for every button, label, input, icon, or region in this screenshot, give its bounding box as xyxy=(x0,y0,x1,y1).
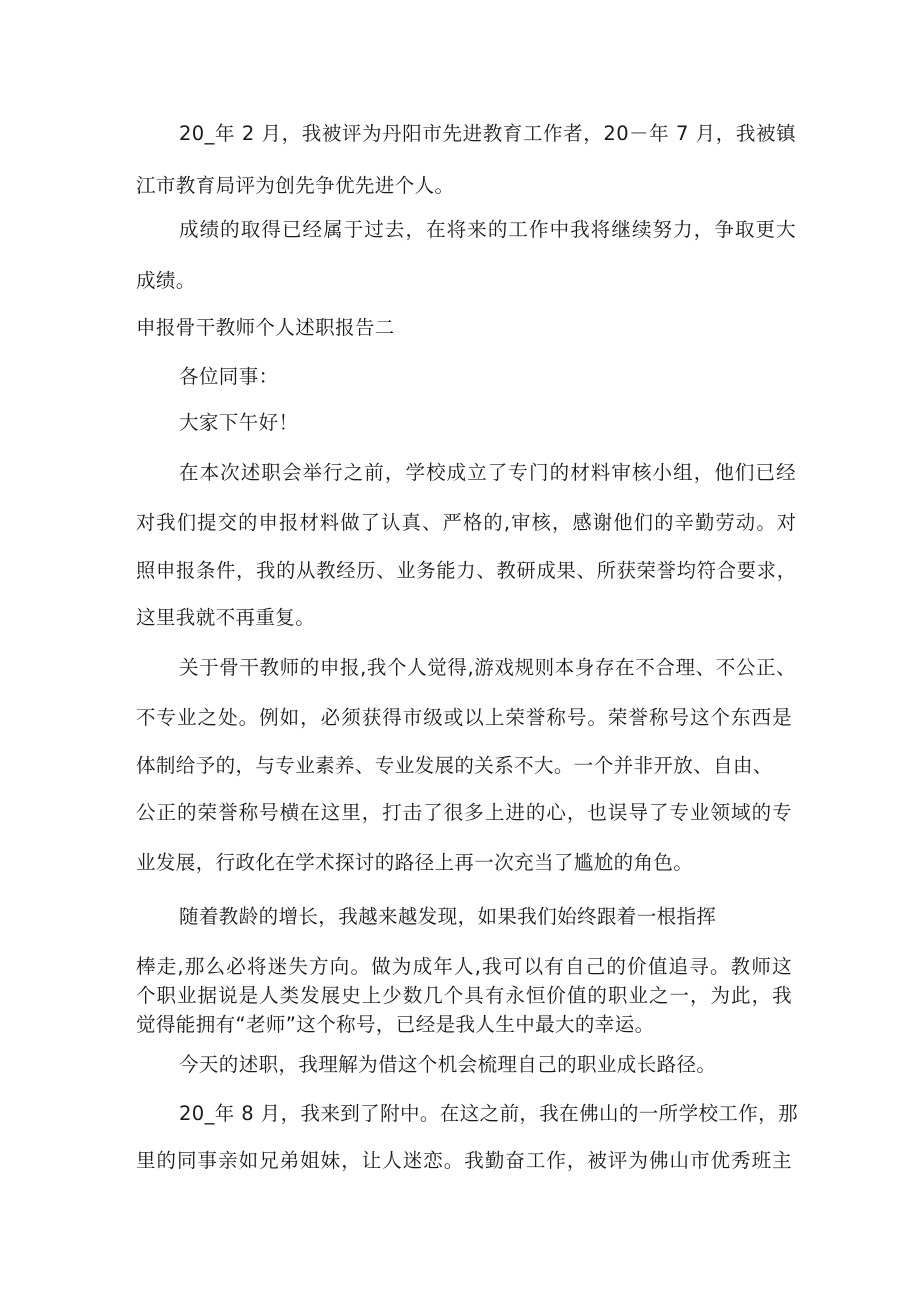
text-line: 关于骨干教师的申报,我个人觉得,游戏规则本身存在不合理、不公正、 xyxy=(179,656,796,679)
text-line: 20_年 2 月，我被评为丹阳市先进教育工作者，20－年 7 月，我被镇 xyxy=(179,122,796,145)
text-line: 体制给予的，与专业素养、专业发展的关系不大。一个并非开放、自由、 xyxy=(136,754,773,777)
text-line: 成绩的取得已经属于过去，在将来的工作中我将继续努力，争取更大 xyxy=(179,218,796,241)
text-line: 20_年 8 月，我来到了附中。在这之前，我在佛山的一所学校工作，那 xyxy=(179,1102,798,1125)
text-line: 棒走,那么必将迷失方向。做为成年人,我可以有自己的价值追寻。教师这 xyxy=(136,955,792,978)
text-line: 成绩。 xyxy=(136,269,196,292)
greeting: 大家下午好！ xyxy=(179,411,299,434)
section-heading: 申报骨干教师个人述职报告二 xyxy=(136,316,395,339)
text-line: 公正的荣誉称号横在这里，打击了很多上进的心，也误导了专业领域的专 xyxy=(136,801,792,824)
text-line: 个职业据说是人类发展史上少数几个具有永恒价值的职业之一，为此，我 xyxy=(136,984,792,1007)
text-line: 今天的述职，我理解为借这个机会梳理自己的职业成长路径。 xyxy=(179,1053,717,1076)
text-line: 里的同事亲如兄弟姐妹，让人迷恋。我勤奋工作，被评为佛山市优秀班主 xyxy=(136,1149,792,1172)
text-line: 觉得能拥有“老师”这个称号，已经是我人生中最大的幸运。 xyxy=(136,1013,655,1036)
text-line: 不专业之处。例如，必须获得市级或以上荣誉称号。荣誉称号这个东西是 xyxy=(136,706,792,729)
salutation: 各位同事： xyxy=(179,365,279,388)
text-line: 这里我就不再重复。 xyxy=(136,606,316,629)
text-line: 业发展，行政化在学术探讨的路径上再一次充当了尴尬的角色。 xyxy=(136,851,694,874)
text-line: 随着教龄的增长，我越来越发现，如果我们始终跟着一根指挥 xyxy=(179,905,717,928)
text-line: 在本次述职会举行之前，学校成立了专门的材料审核小组，他们已经 xyxy=(179,461,796,484)
text-line: 江市教育局评为创先争优先进个人。 xyxy=(136,174,455,197)
text-line: 对我们提交的申报材料做了认真、严格的,审核，感谢他们的辛勤劳动。对 xyxy=(136,511,796,534)
text-line: 照申报条件，我的从教经历、业务能力、教研成果、所获荣誉均符合要求， xyxy=(136,559,796,582)
